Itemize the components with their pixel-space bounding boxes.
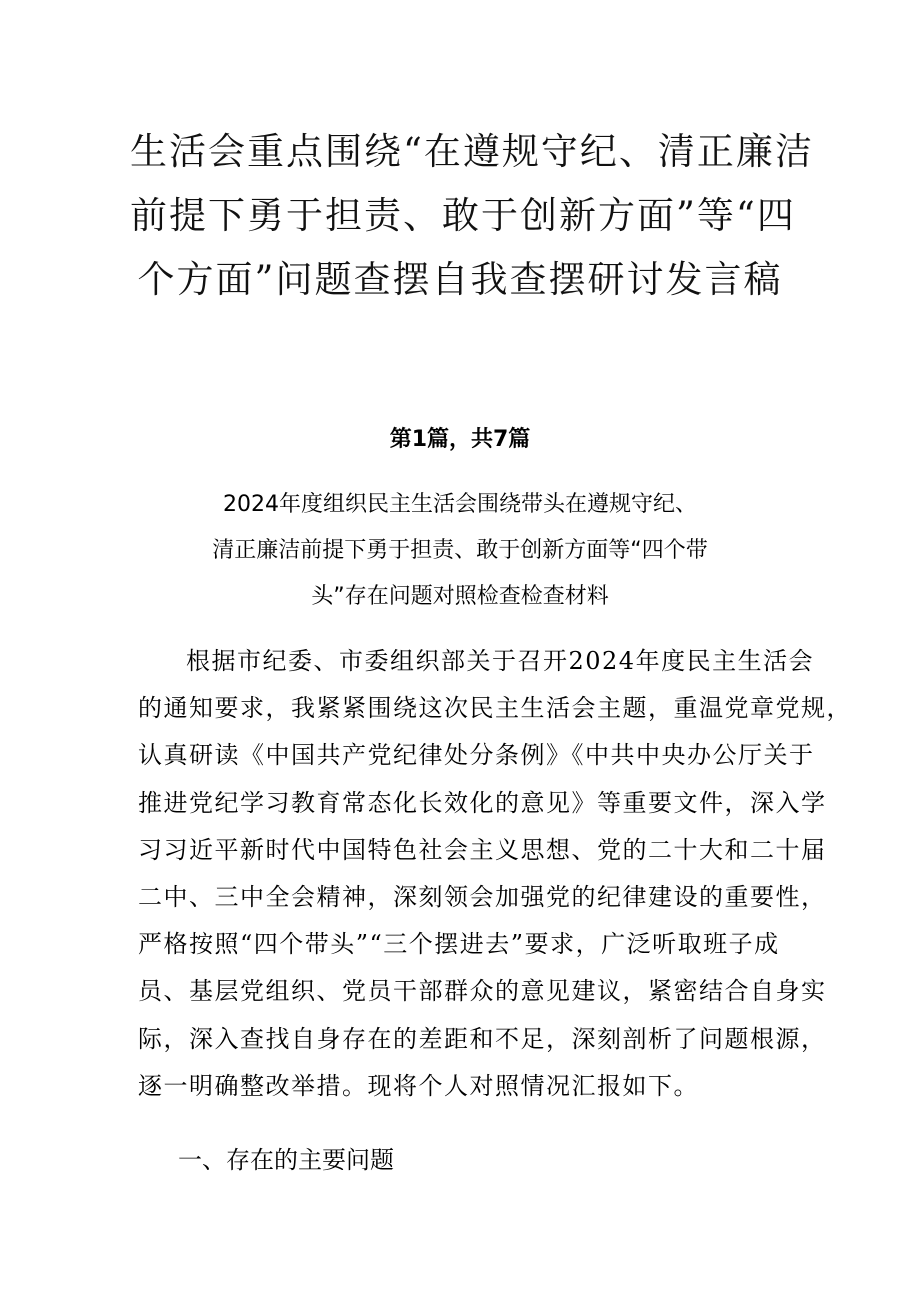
body-line: 际，深入查找自身存在的差距和不足，深刻剖析了问题根源， (138, 1024, 827, 1053)
body-line: 认真研读《中国共产党纪律处分条例》《中共中央办公厅关于 (138, 741, 815, 770)
title-line: 个方面”问题查摆自我查摆研讨发言稿 (137, 258, 783, 301)
subtitle-line: 2024年度组织民主生活会围绕带头在遵规守纪、 (223, 492, 697, 517)
body-line: 二中、三中全会精神，深刻领会加强党的纪律建设的重要性， (138, 883, 827, 912)
subtitle-line: 头”存在问题对照检查检查材料 (311, 584, 609, 609)
document-title (130, 120, 814, 312)
title-line: 前提下勇于担责、敢于创新方面”等“四 (130, 194, 796, 237)
body-line: 逐一明确整改举措。现将个人对照情况汇报如下。 (138, 1071, 699, 1100)
section-heading: 一、存在的主要问题 (178, 1146, 394, 1174)
document-subtitle (150, 482, 770, 620)
body-line: 的通知要求，我紧紧围绕这次民主生活会主题，重温党章党规， (138, 694, 852, 723)
body-line: 习习近平新时代中国特色社会主义思想、党的二十大和二十届 (138, 835, 827, 864)
title-line: 生活会重点围绕“在遵规守纪、清正廉洁 (130, 130, 814, 173)
body-line: 根据市纪委、市委组织部关于召开2024年度民主生活会 (186, 647, 815, 675)
subtitle-line: 清正廉洁前提下勇于担责、敢于创新方面等“四个带 (212, 538, 708, 563)
part-label: 第1篇，共7篇 (389, 427, 531, 452)
body-line: 员、基层党组织、党员干部群众的意见建议，紧密结合自身实 (138, 977, 827, 1006)
body-line: 严格按照“四个带头”“三个摆进去”要求，广泛听取班子成 (138, 930, 780, 959)
body-line: 推进党纪学习教育常态化长效化的意见》等重要文件，深入学 (138, 788, 827, 817)
body-paragraph (138, 638, 852, 1110)
